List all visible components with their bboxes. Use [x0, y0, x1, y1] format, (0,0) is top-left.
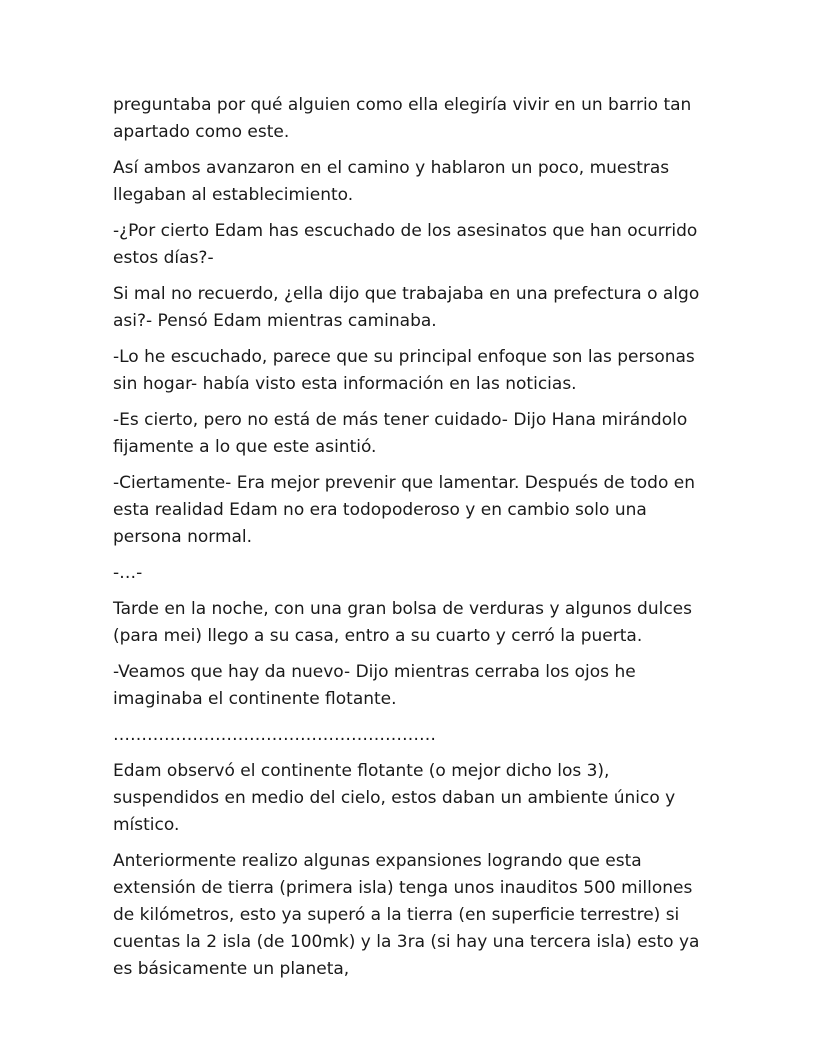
dialogue-paragraph: -Ciertamente- Era mejor prevenir que lamentar. Después de todo en esta realidad Edam no era todopoderoso y en cambio solo una persona normal. [113, 473, 696, 547]
document-page [113, 92, 713, 992]
dialogue-paragraph: -Es cierto, pero no está de más tener cuidado- Dijo Hana mirándolo fijamente a lo que este asintió. [113, 410, 688, 457]
paragraph: Tarde en la noche, con una gran bolsa de verduras y algunos dulces (para mei) llego a su casa, entro a su cuarto y cerró la puerta. [113, 599, 692, 646]
paragraph: Anteriormente realizo algunas expansiones logrando que esta extensión de tierra (primera isla) tenga unos inauditos 500 millones de kilómetros, esto ya superó a la tierra (en superficie terrestre) si cuentas la 2 isla (de 100mk) y la 3ra (si hay una tercera isla) esto ya es básicamente un planeta, [113, 851, 700, 979]
dialogue-paragraph: -Lo he escuchado, parece que su principal enfoque son las personas sin hogar- había visto esta información en las noticias. [113, 347, 695, 394]
paragraph: Así ambos avanzaron en el camino y hablaron un poco, muestras llegaban al establecimiento. [113, 158, 670, 205]
paragraph: Edam observó el continente flotante (o mejor dicho los 3), suspendidos en medio del cielo, estos daban un ambiente único y místico. [113, 761, 676, 835]
dialogue-paragraph: -¿Por cierto Edam has escuchado de los asesinatos que han ocurrido estos días?- [113, 221, 698, 268]
paragraph: preguntaba por qué alguien como ella elegiría vivir en un barrio tan apartado como este. [113, 95, 692, 142]
dialogue-paragraph: -Veamos que hay da nuevo- Dijo mientras cerraba los ojos he imaginaba el continente flotante. [113, 662, 636, 709]
section-divider: ………………………………………………… [113, 725, 436, 745]
paragraph: Si mal no recuerdo, ¿ella dijo que trabajaba en una prefectura o algo asi?- Pensó Edam mientras caminaba. [113, 284, 700, 331]
scene-break: -…- [113, 563, 143, 583]
